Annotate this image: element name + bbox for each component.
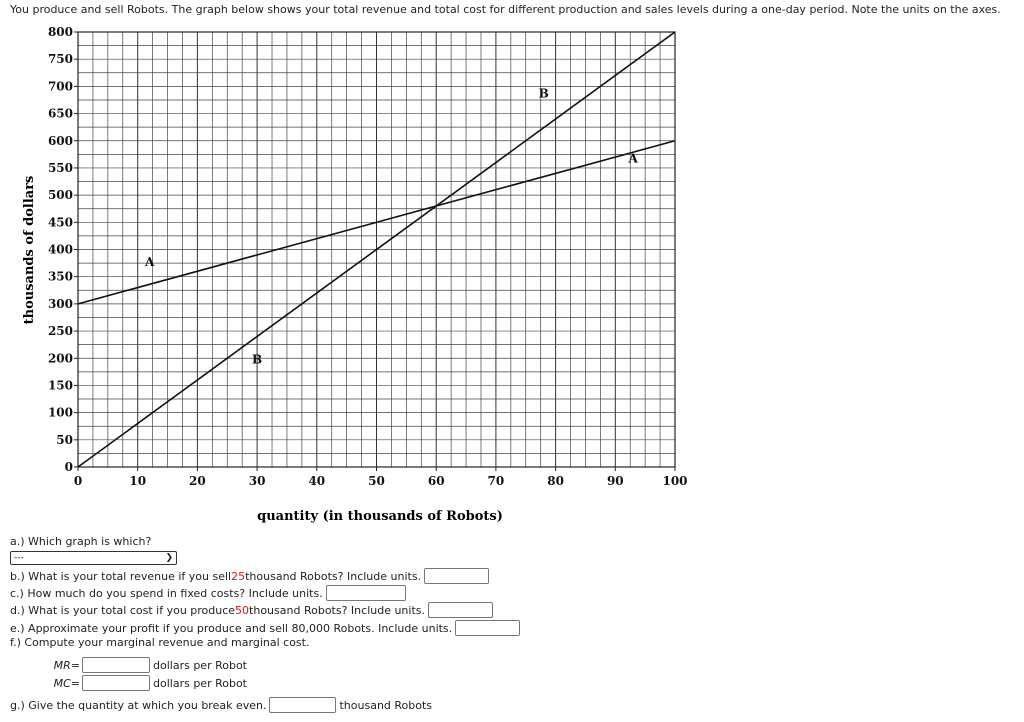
y-tick-label: 400 — [47, 242, 73, 257]
question-g — [10, 697, 432, 713]
x-tick-label: 30 — [248, 474, 266, 488]
x-tick-label: 20 — [189, 474, 206, 488]
question-f — [10, 636, 309, 649]
total-revenue-input[interactable] — [424, 568, 489, 584]
mr-label: MR= — [53, 658, 80, 672]
profit-input[interactable] — [455, 620, 520, 636]
question-e — [10, 620, 520, 636]
mc-unit: dollars per Robot — [153, 676, 247, 690]
question-a-text: a.) Which graph is which? — [10, 535, 152, 548]
y-tick-label: 750 — [47, 52, 73, 67]
chevron-down-icon: ❯ — [165, 553, 173, 563]
question-c-text: c.) How much do you spend in fixed costs? Include units. — [10, 586, 323, 600]
y-tick-label: 450 — [47, 215, 73, 230]
y-axis-label: thousands of dollars — [22, 175, 37, 325]
mr-unit: dollars per Robot — [153, 658, 247, 672]
y-tick-label: 100 — [47, 405, 73, 420]
question-f-text: f.) Compute your marginal revenue and marginal cost. — [10, 636, 310, 649]
y-tick-label: 500 — [47, 188, 73, 203]
mr-row — [52, 657, 247, 673]
y-tick-label: 0 — [64, 460, 73, 474]
question-d-number: 50 — [235, 603, 250, 617]
graph-identity-select[interactable] — [10, 551, 177, 565]
annotation-label: A — [628, 151, 638, 166]
question-g-text: g.) Give the quantity at which you break even. — [10, 698, 267, 712]
question-g-unit: thousand Robots — [339, 698, 433, 712]
x-tick-label: 70 — [487, 474, 505, 488]
y-tick-label: 300 — [47, 296, 73, 311]
annotation-label: A — [144, 254, 155, 269]
y-tick-label: 350 — [47, 269, 73, 284]
x-tick-label: 90 — [606, 474, 624, 488]
y-tick-label: 700 — [47, 79, 73, 94]
y-tick-label: 800 — [47, 25, 73, 39]
x-tick-label: 100 — [662, 474, 688, 488]
question-d-pre: d.) What is your total cost if you produce — [10, 603, 236, 617]
select-value: --- — [14, 553, 24, 563]
annotation-label: B — [538, 86, 549, 101]
mc-label: MC= — [53, 676, 80, 690]
y-tick-label: 600 — [47, 133, 73, 148]
question-b-pre: b.) What is your total revenue if you sell — [10, 569, 232, 583]
fixed-costs-input[interactable] — [326, 585, 406, 601]
y-tick-label: 200 — [47, 351, 73, 366]
break-even-input[interactable] — [269, 697, 336, 713]
x-tick-label: 60 — [427, 474, 445, 488]
x-axis-label: quantity (in thousands of Robots) — [257, 509, 503, 524]
total-cost-input[interactable] — [428, 602, 493, 618]
mc-row — [52, 675, 247, 691]
question-b — [10, 568, 489, 584]
question-b-post: thousand Robots? Include units. — [245, 569, 422, 583]
intro-text: You produce and sell Robots. The graph below shows your total revenue and total cost for different production and sales levels during a one-day period. Note the units on the axes. — [10, 3, 1001, 16]
x-tick-label: 50 — [368, 474, 385, 488]
y-tick-label: 50 — [56, 432, 73, 447]
annotation-label: B — [252, 352, 263, 367]
x-tick-label: 40 — [308, 474, 326, 488]
question-d — [10, 602, 493, 618]
question-e-text: e.) Approximate your profit if you produce and sell 80,000 Robots. Include units. — [10, 621, 453, 635]
marginal-revenue-input[interactable] — [82, 657, 150, 673]
x-tick-label: 80 — [547, 474, 564, 488]
question-b-number: 25 — [231, 569, 246, 583]
y-tick-label: 150 — [47, 378, 73, 393]
question-d-post: thousand Robots? Include units. — [249, 603, 426, 617]
question-a — [10, 535, 151, 548]
y-tick-label: 250 — [47, 324, 73, 339]
x-tick-label: 10 — [129, 474, 147, 488]
y-tick-label: 550 — [47, 160, 73, 175]
marginal-cost-input[interactable] — [82, 675, 150, 691]
y-tick-label: 650 — [47, 106, 73, 121]
x-tick-label: 0 — [73, 474, 83, 488]
question-c — [10, 585, 406, 601]
